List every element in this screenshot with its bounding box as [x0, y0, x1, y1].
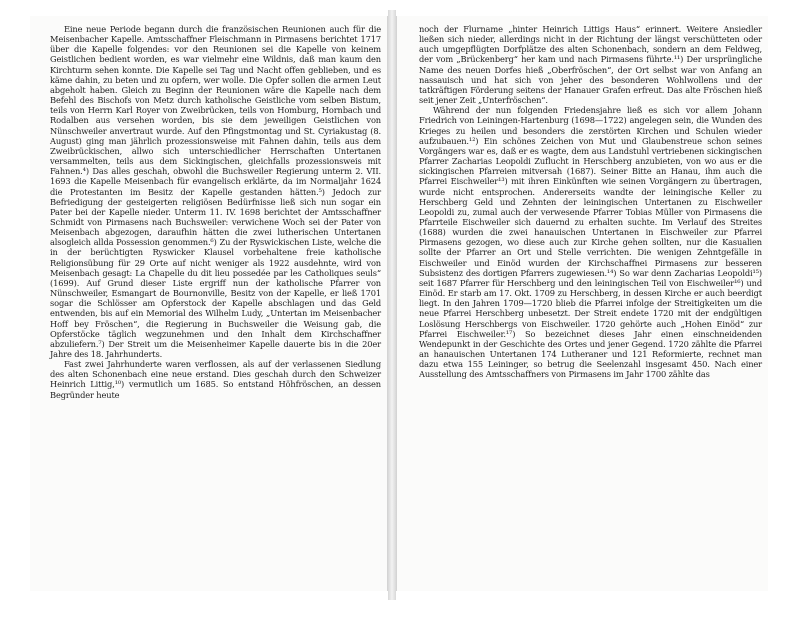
paragraph: noch der Flurname „hinter Heinrich Littigs Haus“ erinnert. Weitere Ansiedler ließen sich nieder, allerdings nicht in der Richtung der längst verschütteten oder auch umgepflügten Dorfplätze des alten Schonenbach, sondern an dem Feldweg, der vom „Brückenberg“ her kam und nach Pirmasens führte.¹¹) Der ursprüngliche Name des neuen Dorfes hieß „Oberfröschen“, der Ort selbst war von Anfang an nassauisch und hat sich von jeher des besonderen Wohlwollens und der tatkräftigen Förderung seitens der Hanauer Grafen erfreut. Das alte Fröschen hieß seit jener Zeit „Unterfröschen“.	[419, 24, 762, 106]
left-page-text	[50, 24, 381, 400]
right-page-text	[419, 24, 762, 379]
paragraph: Fast zwei Jahrhunderte waren verflossen, als auf der verlassenen Siedlung des alten Schonenbach eine neue erstand. Dies geschah durch den Schweizer Heinrich Littig,¹⁰) vermutlich um 1685. So entstand Höhfröschen, an dessen Begründer heute	[50, 359, 381, 400]
paragraph: Während der nun folgenden Friedensjahre ließ es sich vor allem Johann Friedrich von Leiningen-Hartenburg (1698—1722) angelegen sein, die Wunden des Krieges zu heilen und besonders die zerstörten Kirchen und Schulen wieder aufzubauen.¹²) Ein schönes Zeichen von Mut und Glaubenstreue schon seines Vorgängers war es, daß er es wagte, dem aus Landstuhl vertriebenen sickingischen Pfarrer Zacharias Leopoldi Zuflucht in Herschberg anzubieten, von wo aus er die sickingischen Pfarreien mitversah (1687). Seiner Bitte an Hanau, ihm auch die Pfarrei Eischweiler¹³) mit ihren Einkünften wie seinen Vorgängern zu übertragen, wurde nicht entsprochen. Andererseits wandte der leiningische Keller zu Herschberg Geld und Zehnten der leiningischen Untertanen zu Eischweiler Leopoldi zu, zumal auch der verwesende Pfarrer Tobias Müller von Pirmasens die Pfarrteile Eischweiler sich dauernd zu erhalten suchte. Im Verlauf des Streites (1688) wurden die zwei hanauischen Untertanen in Eischweiler zur Pfarrei Pirmasens gezogen, wo diese auch zur Kirche gehen sollten, nur die Kasualien sollte der Pfarrer an Ort und Stelle verrichten. Die wenigen Zehntgefälle in Eischweiler und Einöd wurden der Kirchschaffnei Pirmasens zur besseren Subsistenz des dortigen Pfarrers zugewiesen.¹⁴) So war denn Zacharias Leopoldi¹⁵) seit 1687 Pfarrer für Herschberg und den leiningischen Teil von Eischweiler¹⁶) und Einöd. Er starb am 17. Okt. 1709 zu Herschberg, in dessen Kirche er auch beerdigt liegt. In den Jahren 1709—1720 blieb die Pfarrei infolge der Streitigkeiten um die neue Pfarrei Herschberg unbesetzt. Der Streit endete 1720 mit der endgültigen Loslösung Herschbergs von Eischweiler. 1720 gehörte auch „Hohen Einöd“ zur Pfarrei Eischweiler.¹⁷) So bezeichnet dieses Jahr einen einschneidenden Wendepunkt in der Geschichte des Ortes und jener Gegend. 1720 zählte die Pfarrei an hanauischen Untertanen 174 Lutheraner und 121 Reformierte, rechnet man dazu etwa 155 Leininger, so betrug die Seelenzahl insgesamt 450. Nach einer Ausstellung des Amtsschaffners von Pirmasens im Jahr 1700 zählte das	[419, 105, 762, 380]
right-page	[396, 16, 768, 591]
paragraph: Eine neue Periode begann durch die französischen Reunionen auch für die Meisenbacher Kapelle. Amtsschaffner Fleischmann in Pirmasens berichtet 1717 über die Kapelle folgendes: vor den Reunionen sei die Kapelle von keinem Geistlichen bedient worden, es war vielmehr eine Wildnis, daß man kaum den Kirchturm sehen konnte. Die Kapelle sei Tag und Nacht offen geblieben, und es käme dahin, zu beten und zu opfern, wer wolle. Die Opfer sollen die armen Leut abgeholt haben. Gleich zu Beginn der Reunionen wäre die Kapelle nach dem Befehl des Bischofs von Metz durch katholische Geistliche vom selben Bistum, teils von Herrn Karl Royer von Zweibrücken, teils von Homburg, Hornbach und Rodalben aus versehen worden, bis sie dem jeweiligen Geistlichen von Nünschweiler anvertraut wurde. Auf den Pfingstmontag und St. Cyriakustag (8. August) ging man jährlich prozessionsweise mit Fahnen dahin, teils aus dem Zweibrückischen, allwo sich unterschiedlicher Herrschaften Untertanen versammelten, teils aus dem Sickingischen, gleichfalls prozessionsweis mit Fahnen.⁴) Das alles geschah, obwohl die Buchsweiler Regierung unterm 2. VII. 1693 die Kapelle Meisenbach für evangelisch erklärte, da im Normaljahr 1624 die Protestanten im Besitz der Kapelle gestanden hätten.⁵) Jedoch zur Befriedigung der gesteigerten religiösen Bedürfnisse ließ sich nun sogar ein Pater bei der Kapelle nieder. Unterm 11. IV. 1698 berichtet der Amtsschaffner Schmidt von Pirmasens nach Buchsweiler: verwichene Woch sei der Pater von Meisenbach abgezogen, daraufhin hätten die zwei lutherischen Untertanen alsogleich allda Possession genommen.⁶) Zu der Ryswickischen Liste, welche die in der berüchtigten Ryswicker Klausel vorbehaltene freie katholische Religionsübung für 29 Orte auf nicht weniger als 1922 ausdehnte, wird von Meisenbach gesagt: La Chapelle du dit lieu possedée par les Catholiques seuls“ (1699). Auf Grund dieser Liste ergriff nun der katholische Pfarrer von Nünschweiler, Esmangart de Bournonville, Besitz von der Kapelle, er ließ 1701 sogar die Schlösser am Opferstock der Kapelle abschlagen und das Geld entwenden, bis auf ein Memorial des Wilhelm Ludy, „Untertan im Meisenbacher Hoff bey Fröschen“, die Regierung in Buchsweiler die Weisung gab, die Opferstöcke täglich wegzunehmen und den Inhalt dem Kirchschaffner abzuliefern.⁷) Der Streit um die Meisenheimer Kapelle dauerte bis in die 20er Jahre des 18. Jahrhunderts.	[50, 24, 381, 359]
book-gutter	[388, 10, 396, 600]
left-page	[30, 16, 388, 591]
